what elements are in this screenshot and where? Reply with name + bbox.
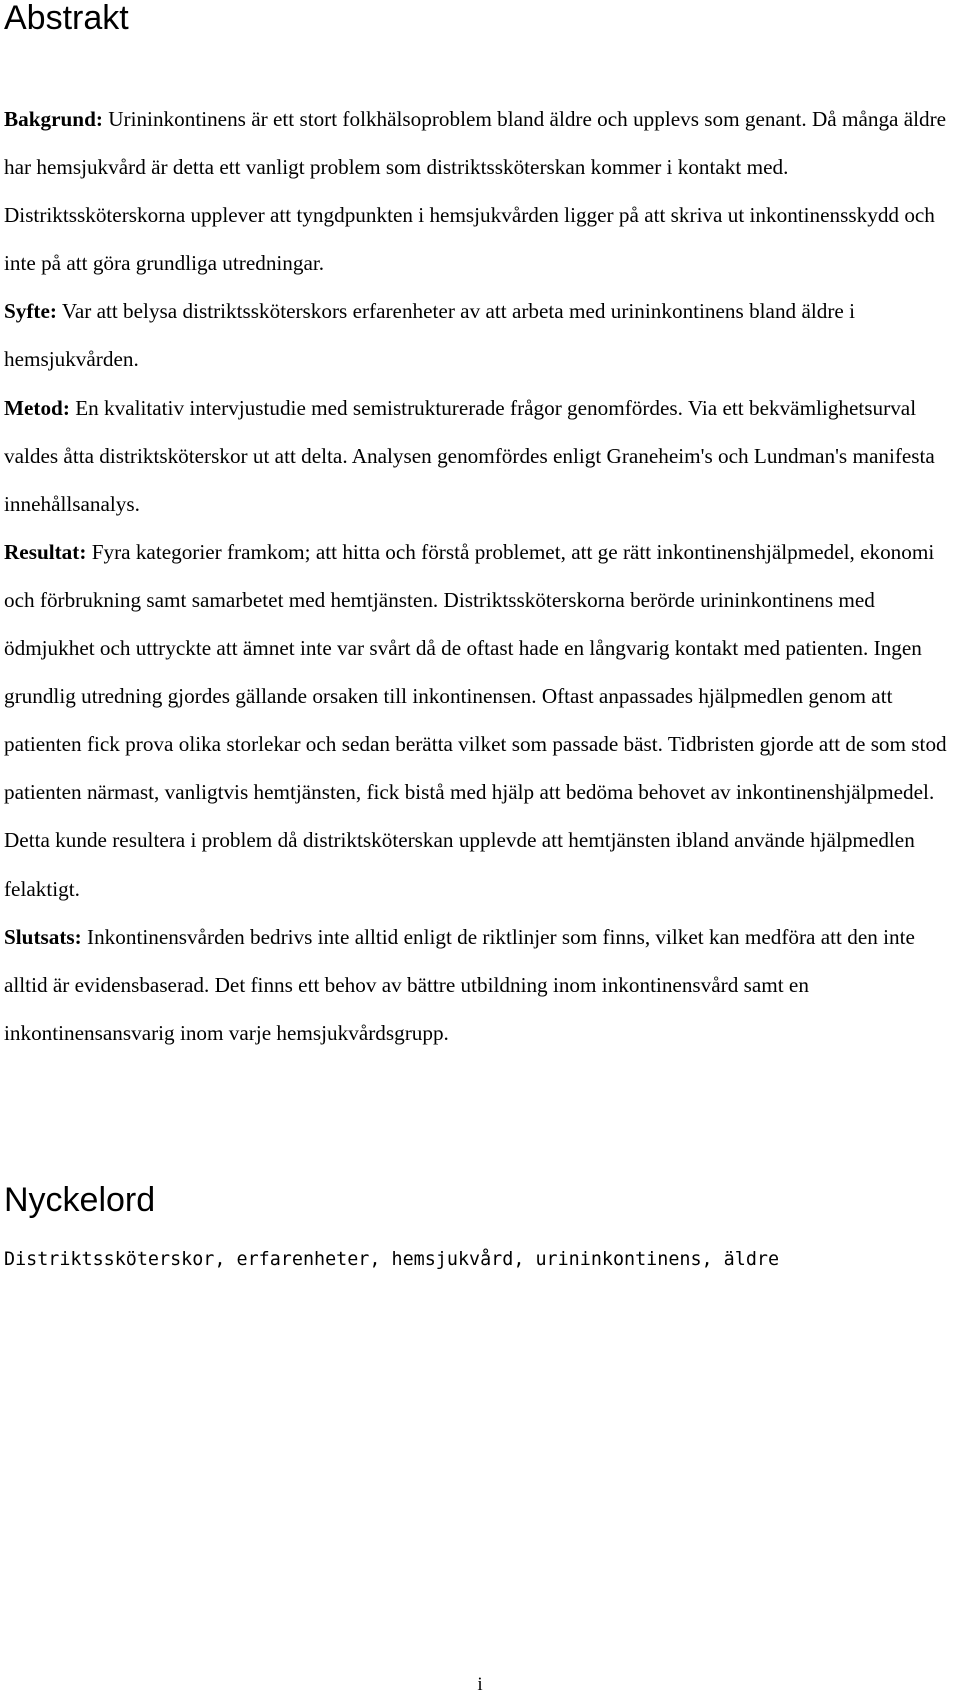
section-label: Slutsats:	[4, 924, 82, 949]
section-slutsats	[4, 913, 956, 1057]
section-resultat	[4, 528, 956, 913]
section-label: Syfte:	[4, 299, 57, 324]
section-text: Inkontinensvården bedrivs inte alltid enligt de riktlinjer som finns, vilket kan medföra att den inte alltid är evidensbaserad. Det finns ett behov av bättre utbildning inom inkontinensvård samt en inkontinensansvarig inom varje hemsjukvårdsgrupp.	[4, 924, 915, 1045]
section-text: Urininkontinens är ett stort folkhälsoproblem bland äldre och upplevs som genant. Då många äldre har hemsjukvård är detta ett vanligt problem som distriktssköterskan kommer i kontakt med. Distriktssköterskorna upplever att tyngdpunkten i hemsjukvården ligger på att skriva ut inkontinensskydd och inte på att göra grundliga utredningar.	[4, 107, 947, 276]
section-text: Fyra kategorier framkom; att hitta och förstå problemet, att ge rätt inkontinenshjälpmedel, ekonomi och förbrukning samt samarbetet med hemtjänsten. Distriktssköterskorna berörde urininkontinens med ödmjukhet och uttryckte att ämnet inte var svårt då de oftast hade en långvarig kontakt med patienten. Ingen grundlig utredning gjordes gällande orsaken till inkontinensen. Oftast anpassades hjälpmedlen genom att patienten fick prova olika storlekar och sedan berätta vilket som passade bäst. Tidbristen gjorde att de som stod patienten närmast, vanligtvis hemtjänsten, fick bistå med hjälp att bedöma behovet av inkontinenshjälpmedel. Detta kunde resultera i problem då distriktsköterskan upplevde att hemtjänsten ibland använde hjälpmedlen felaktigt.	[4, 539, 947, 901]
section-syfte	[4, 287, 956, 383]
section-label: Metod:	[4, 395, 70, 420]
abstract-body	[4, 95, 956, 1057]
section-bakgrund	[4, 95, 956, 287]
section-text: Var att belysa distriktssköterskors erfarenheter av att arbeta med urininkontinens bland äldre i hemsjukvården.	[4, 299, 855, 372]
section-text: En kvalitativ intervjustudie med semistrukturerade frågor genomfördes. Via ett bekvämlighetsurval valdes åtta distriktsköterskor ut att delta. Analysen genomfördes enligt Graneheim's och Lundman's manifesta innehållsanalys.	[4, 395, 935, 516]
section-metod	[4, 384, 956, 528]
abstract-heading: Abstrakt	[4, 0, 129, 37]
page-number: i	[477, 1674, 483, 1695]
keywords-list: Distriktssköterskor, erfarenheter, hemsjukvård, urininkontinens, äldre	[4, 1249, 780, 1270]
keywords-heading: Nyckelord	[4, 1181, 156, 1219]
section-label: Resultat:	[4, 539, 87, 564]
section-label: Bakgrund:	[4, 107, 103, 131]
